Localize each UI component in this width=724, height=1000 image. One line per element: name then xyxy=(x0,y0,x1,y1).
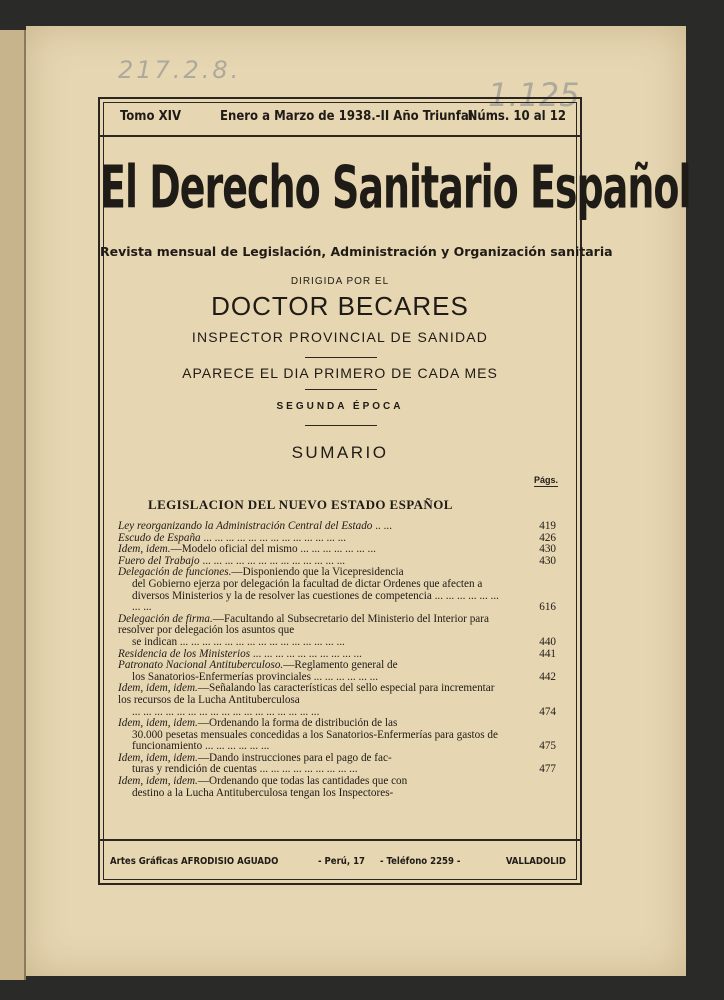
toc-entry xyxy=(118,718,562,753)
printer-phone: - Teléfono 2259 - xyxy=(380,856,461,867)
summary-heading: SUMARIO xyxy=(291,443,389,462)
toc-entry-title: Ley reorganizando la Administración Central del Estado xyxy=(118,520,373,532)
series-label: SEGUNDA ÉPOCA xyxy=(276,401,404,412)
adjacent-page-edge xyxy=(0,30,26,980)
toc-entry-page: 475 xyxy=(539,740,556,753)
printer-city: VALLADOLID xyxy=(505,856,566,867)
printer-name: Artes Gráficas AFRODISIO AGUADO xyxy=(110,856,279,867)
magazine-subtitle: Revista mensual de Legislación, Administración y Organización sanitaria xyxy=(100,244,613,259)
divider xyxy=(305,357,377,358)
table-of-contents xyxy=(118,521,562,799)
toc-entry-page: 441 xyxy=(539,647,556,660)
divider xyxy=(305,389,377,390)
toc-entry-text: —Modelo oficial del mismo ... ... ... ... ... ... ... xyxy=(170,543,376,556)
toc-entry-title: Escudo de España xyxy=(118,531,201,544)
toc-entry-title: Residencia de los Ministerios xyxy=(118,647,251,660)
toc-entry-text: ... ... ... ... ... ... ... ... ... ... ... ... ... xyxy=(200,531,347,544)
pencil-note-top-left: 217.2.8. xyxy=(118,56,242,84)
toc-entry-title: Idem, idem, idem. xyxy=(118,682,198,695)
directed-by-label: DIRIGIDA POR EL xyxy=(290,276,390,287)
issue-header-bar xyxy=(100,99,580,137)
toc-entry xyxy=(118,753,562,776)
toc-entry-page: 419 xyxy=(539,520,556,532)
publication-schedule: APARECE EL DIA PRIMERO DE CADA MES xyxy=(182,365,498,381)
issue-date: Enero a Marzo de 1938.-II Año Triunfal xyxy=(220,109,473,124)
toc-entry-text: —Ordenando la forma de distribución de las xyxy=(197,717,398,730)
volume-label: Tomo XIV xyxy=(120,109,182,124)
toc-entry xyxy=(118,683,562,718)
editor-title: INSPECTOR PROVINCIAL DE SANIDAD xyxy=(191,329,489,345)
toc-entry-title: Idem, idem, idem. xyxy=(118,717,198,730)
toc-entry-page: 430 xyxy=(539,554,556,567)
toc-entry-text: —Reglamento general de xyxy=(283,659,398,672)
toc-entry-text: —Señalando las características del sello especial para incrementar los recursos de la Lucha Antituberculosa xyxy=(118,682,495,706)
toc-entry-text: ... ... ... ... ... ... ... ... ... ... xyxy=(250,647,362,660)
toc-entry-continuation: se indican ... ... ... ... ... ... ... ... ... ... ... ... ... ... ... xyxy=(132,635,345,648)
toc-entry-text: —Ordenando que todas las cantidades que con xyxy=(197,775,408,788)
toc-entry-continuation: 30.000 pesetas mensuales concedidas a los Sanatorios-Enfermerías para gastos de funcionamiento ... ... ... ... ... ... xyxy=(132,728,498,753)
cover-frame xyxy=(98,97,691,885)
toc-entry-title: Patronato Nacional Antituberculoso. xyxy=(118,659,284,672)
toc-entry-title: Delegación de funciones. xyxy=(118,566,232,579)
toc-entry-continuation: destino a la Lucha Antituberculosa tengan los Inspectores- xyxy=(132,786,394,799)
divider xyxy=(305,425,377,426)
toc-entry-page: 616 xyxy=(539,601,556,614)
toc-entry xyxy=(118,776,562,799)
editor-name: DOCTOR BECARES xyxy=(211,291,469,321)
toc-entry-text: ... ... ... ... ... ... ... ... ... ... ... ... ... xyxy=(199,554,346,567)
toc-entry-title: Idem, idem, idem. xyxy=(118,775,198,788)
toc-entry-title: Idem, idem. xyxy=(118,543,171,556)
toc-entry-text: —Disponiendo que la Vicepresidencia xyxy=(231,566,404,579)
pencil-note-top-right: 1.125 xyxy=(488,76,580,114)
toc-entry-continuation: ... ... ... ... ... ... ... ... ... ... ... ... ... ... ... ... ... xyxy=(132,705,320,718)
toc-entry xyxy=(118,567,562,613)
toc-entry-continuation: turas y rendición de cuentas ... ... ... ... ... ... ... ... ... xyxy=(132,763,358,776)
section-heading: LEGISLACION DEL NUEVO ESTADO ESPAÑOL xyxy=(148,497,453,512)
toc-entry-text: —Facultando al Subsecretario del Ministerio del Interior para resolver por delegación los asuntos que xyxy=(118,612,489,637)
toc-entry-page: 430 xyxy=(539,543,556,556)
toc-entry-text: .. ... xyxy=(372,520,392,532)
pages-column-label: Págs. xyxy=(533,475,558,485)
toc-entry-continuation: del Gobierno ejerza por delegación la facultad de dictar Ordenes que afecten a diversos Ministerios y la de resolver las cuestiones de competencia ... ... ... ... ... ... ... ... xyxy=(132,577,499,614)
magazine-title: El Derecho Sanitario Español xyxy=(100,153,691,222)
toc-entry-text: —Dando instrucciones para el pago de fac- xyxy=(197,751,392,764)
printer-address: - Perú, 17 xyxy=(318,856,365,867)
toc-entry xyxy=(118,614,562,649)
toc-entry-page: 442 xyxy=(539,670,556,683)
toc-entry-title: Idem, idem, idem. xyxy=(118,751,198,764)
printer-footer xyxy=(100,839,580,883)
toc-entry-page: 474 xyxy=(539,705,556,718)
issue-numbers: Núms. 10 al 12 xyxy=(467,109,566,124)
toc-entry-page: 440 xyxy=(539,635,556,648)
toc-entry-page: 477 xyxy=(539,763,556,776)
toc-entry-page: 426 xyxy=(539,531,556,544)
toc-entry-continuation: los Sanatorios-Enfermerías provinciales ... ... ... ... ... ... xyxy=(132,670,379,683)
toc-entry-title: Fuero del Trabajo xyxy=(118,554,200,567)
toc-entry-title: Delegación de firma. xyxy=(118,612,213,625)
toc-entry xyxy=(118,660,562,683)
